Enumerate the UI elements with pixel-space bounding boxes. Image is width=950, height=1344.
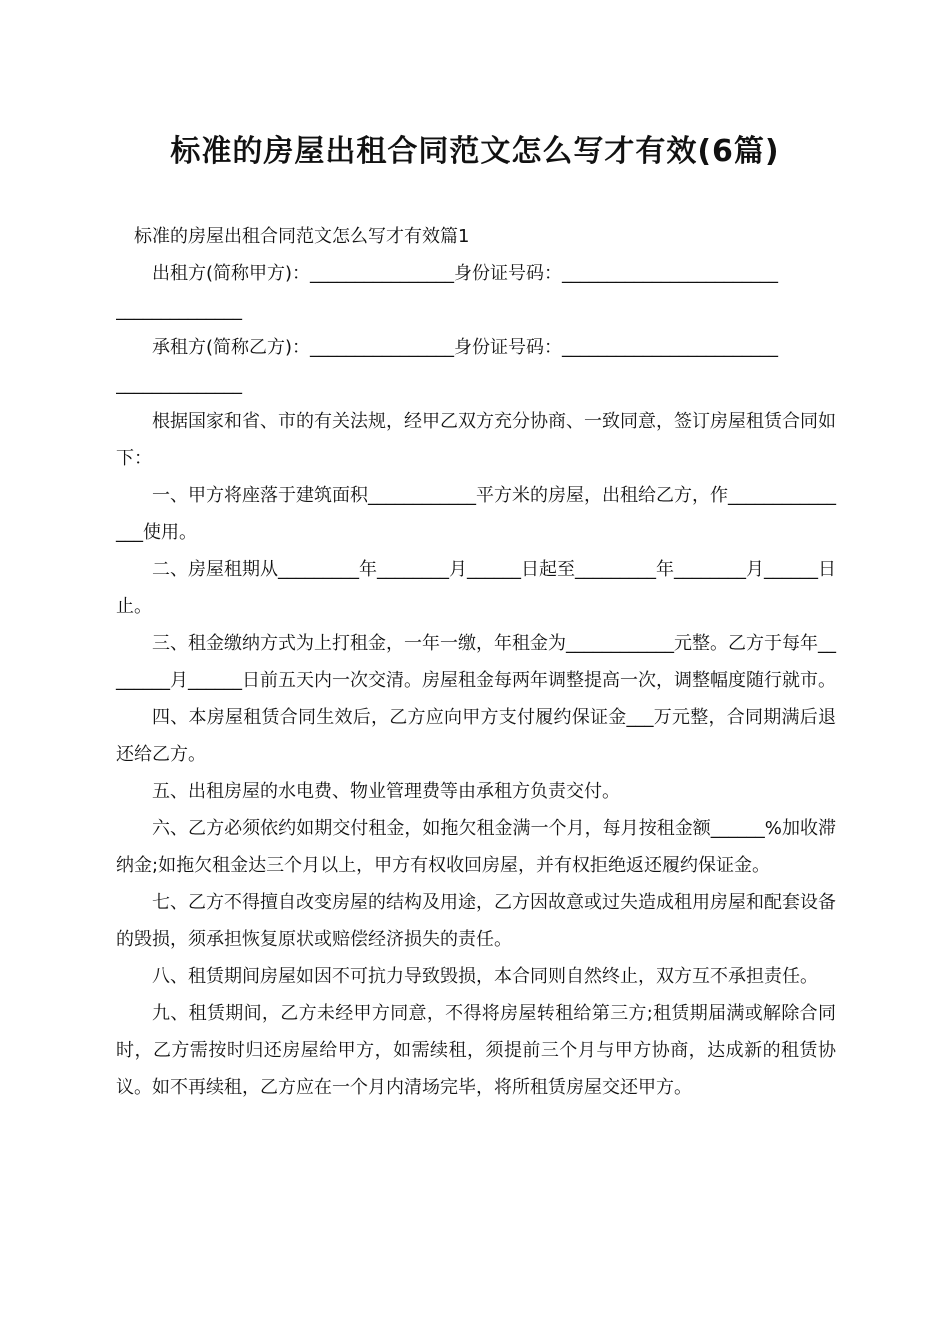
document-title: 标准的房屋出租合同范文怎么写才有效(6篇): [170, 134, 780, 169]
clause-1: 一、甲方将座落于建筑面积____________平方米的房屋，出租给乙方，作_______________使用。: [116, 485, 836, 543]
clause-3: 三、租金缴纳方式为上打租金，一年一缴，年租金为____________元整。乙方于每年________月______日前五天内一次交清。房屋租金每两年调整提高一次，调整幅度随行就市。: [116, 633, 836, 691]
intro-paragraph: 根据国家和省、市的有关法规，经甲乙双方充分协商、一致同意，签订房屋租赁合同如下：: [116, 411, 836, 469]
clause-5: 五、出租房屋的水电费、物业管理费等由承租方负责交付。: [152, 781, 620, 802]
lessor-line-continued: ______________: [116, 300, 242, 321]
clause-4: 四、本房屋租赁合同生效后，乙方应向甲方支付履约保证金___万元整，合同期满后退还给乙方。: [116, 707, 836, 765]
clause-7: 七、乙方不得擅自改变房屋的结构及用途，乙方因故意或过失造成租用房屋和配套设备的毁损，须承担恢复原状或赔偿经济损失的责任。: [116, 892, 836, 950]
clause-8: 八、租赁期间房屋如因不可抗力导致毁损，本合同则自然终止，双方互不承担责任。: [152, 966, 818, 987]
lessee-line: 承租方(简称乙方)：________________身份证号码：________________________: [152, 337, 779, 358]
clause-9: 九、租赁期间，乙方未经甲方同意，不得将房屋转租给第三方;租赁期届满或解除合同时，乙方需按时归还房屋给甲方，如需续租，须提前三个月与甲方协商，达成新的租赁协议。如不再续租，乙方应在一个月内清场完毕，将所租赁房屋交还甲方。: [116, 1003, 836, 1098]
section-heading: 标准的房屋出租合同范文怎么写才有效篇1: [134, 226, 470, 247]
lessor-line: 出租方(简称甲方)：________________身份证号码：________________________: [152, 263, 779, 284]
document-body: [116, 218, 836, 1106]
clause-6: 六、乙方必须依约如期交付租金，如拖欠租金满一个月，每月按租金额______%加收滞纳金;如拖欠租金达三个月以上，甲方有权收回房屋，并有权拒绝返还履约保证金。: [116, 818, 836, 876]
clause-2: 二、房屋租期从_________年________月______日起至_________年________月______日止。: [116, 559, 836, 617]
lessee-line-continued: ______________: [116, 374, 242, 395]
